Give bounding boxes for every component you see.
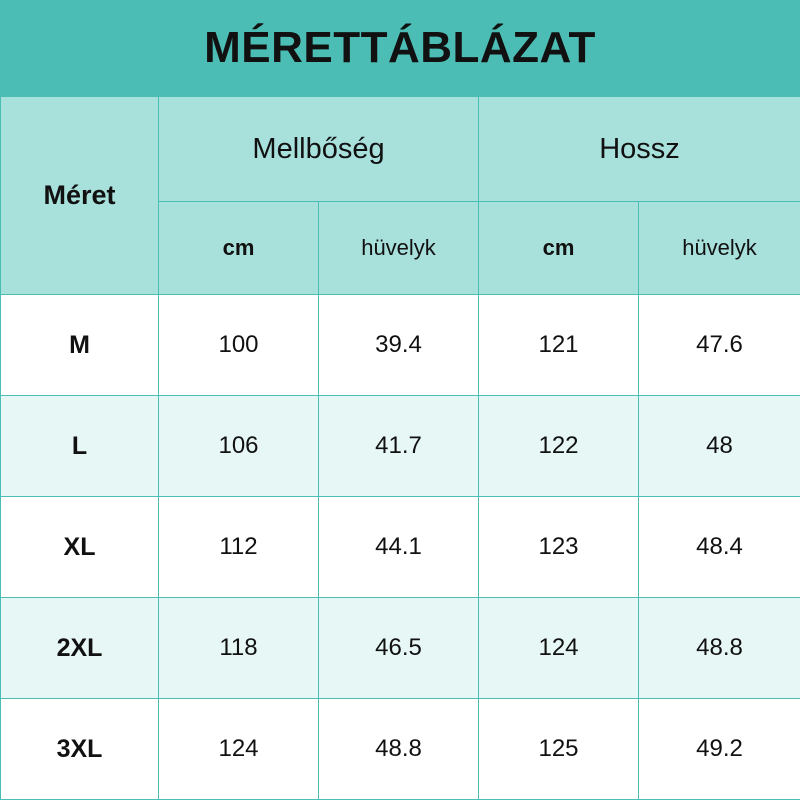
title-bar [0, 0, 800, 96]
cell-length-inch: 47.6 [639, 295, 800, 396]
size-chart-table [0, 96, 800, 800]
cell-chest-inch: 41.7 [319, 396, 479, 497]
cell-chest-inch: 44.1 [319, 497, 479, 598]
table-row [1, 598, 800, 699]
cell-chest-cm: 124 [159, 699, 319, 800]
column-header-chest-cm: cm [159, 202, 319, 295]
column-header-size: Méret [1, 97, 159, 295]
cell-chest-cm: 100 [159, 295, 319, 396]
cell-chest-inch: 39.4 [319, 295, 479, 396]
table-row [1, 295, 800, 396]
table-row [1, 699, 800, 800]
cell-size: L [1, 396, 159, 497]
cell-size: M [1, 295, 159, 396]
cell-chest-cm: 112 [159, 497, 319, 598]
cell-length-cm: 123 [479, 497, 639, 598]
cell-size: 2XL [1, 598, 159, 699]
table-row [1, 396, 800, 497]
page-title: MÉRETTÁBLÁZAT [204, 23, 596, 72]
cell-length-cm: 121 [479, 295, 639, 396]
cell-chest-cm: 118 [159, 598, 319, 699]
header-row-groups [1, 97, 800, 202]
table-header [1, 97, 800, 295]
cell-chest-inch: 48.8 [319, 699, 479, 800]
column-header-length-cm: cm [479, 202, 639, 295]
cell-size: 3XL [1, 699, 159, 800]
column-header-length: Hossz [479, 97, 800, 202]
table-body [1, 295, 800, 800]
column-header-length-inch: hüvelyk [639, 202, 800, 295]
cell-length-cm: 124 [479, 598, 639, 699]
table-row [1, 497, 800, 598]
cell-chest-inch: 46.5 [319, 598, 479, 699]
cell-length-inch: 48.8 [639, 598, 800, 699]
cell-length-cm: 122 [479, 396, 639, 497]
column-header-chest-inch: hüvelyk [319, 202, 479, 295]
column-header-chest: Mellbőség [159, 97, 479, 202]
cell-size: XL [1, 497, 159, 598]
cell-length-inch: 49.2 [639, 699, 800, 800]
cell-length-cm: 125 [479, 699, 639, 800]
cell-length-inch: 48 [639, 396, 800, 497]
cell-length-inch: 48.4 [639, 497, 800, 598]
cell-chest-cm: 106 [159, 396, 319, 497]
